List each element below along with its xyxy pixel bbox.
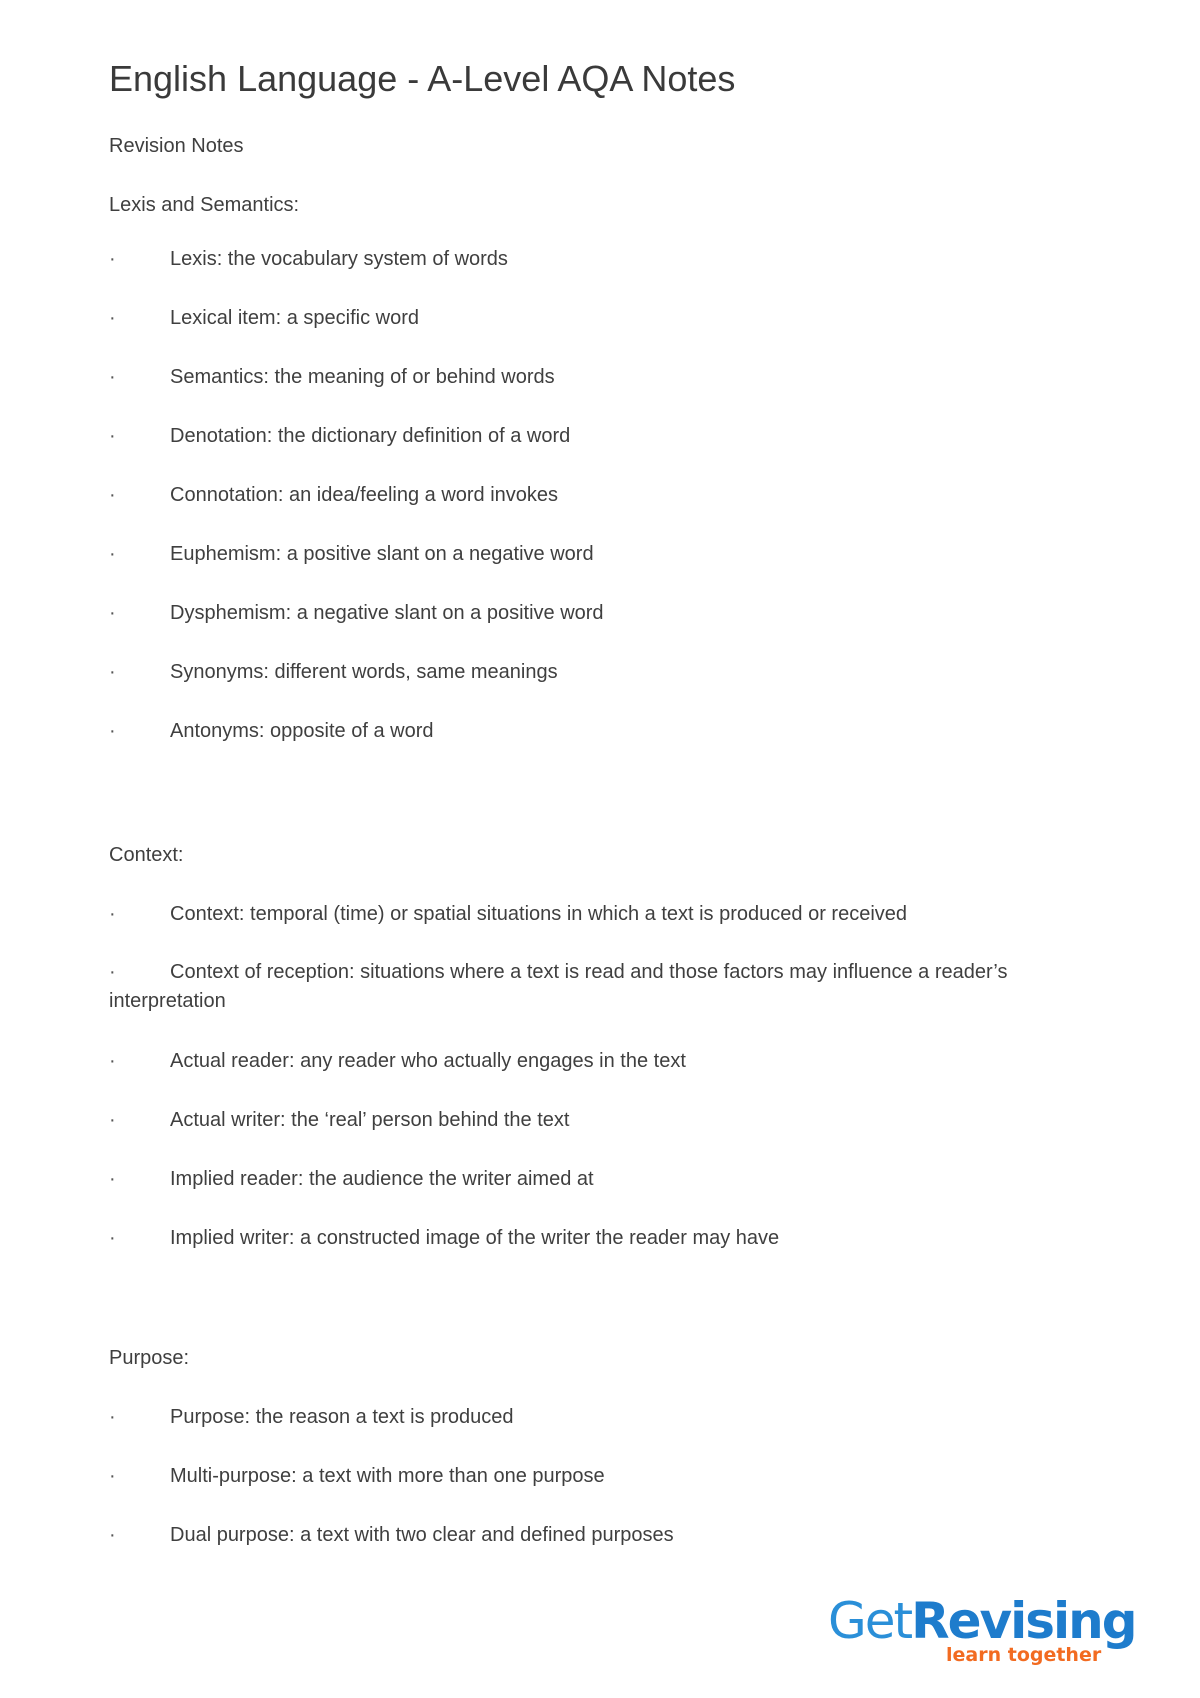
list-item	[109, 958, 1109, 1016]
bullet-icon: ·	[109, 425, 116, 447]
page-title: English Language - A-Level AQA Notes	[109, 58, 736, 99]
list-item-text: Context: temporal (time) or spatial situations in which a text is produced or received	[170, 903, 908, 925]
bullet-icon: ·	[109, 248, 116, 270]
section-heading-context: Context:	[109, 844, 184, 866]
bullet-icon: ·	[109, 1050, 116, 1072]
list-item-text: Denotation: the dictionary definition of a word	[170, 425, 571, 447]
list-item-text: Multi-purpose: a text with more than one purpose	[170, 1465, 605, 1487]
logo-tagline: learn together	[946, 1644, 1102, 1666]
bullet-icon: ·	[109, 661, 116, 683]
list-item-text: Dual purpose: a text with two clear and defined purposes	[170, 1524, 674, 1546]
bullet-icon: ·	[109, 1406, 116, 1428]
bullet-icon: ·	[109, 484, 116, 506]
section-heading-lexis: Lexis and Semantics:	[109, 194, 300, 216]
logo-wordmark	[828, 1592, 1136, 1650]
section-heading-purpose: Purpose:	[109, 1347, 190, 1369]
list-item-text: Euphemism: a positive slant on a negative word	[170, 543, 594, 565]
bullet-icon: ·	[109, 307, 116, 329]
list-item-text: Actual reader: any reader who actually engages in the text	[170, 1050, 686, 1072]
logo-revising: Revising	[911, 1592, 1136, 1650]
bullet-icon: ·	[109, 366, 116, 388]
bullet-icon: ·	[109, 1465, 116, 1487]
list-item-text: Lexis: the vocabulary system of words	[170, 248, 508, 270]
bullet-icon: ·	[109, 720, 116, 742]
list-item-text: Actual writer: the ‘real’ person behind the text	[170, 1109, 570, 1131]
list-item-text: Connotation: an idea/feeling a word invokes	[170, 484, 559, 506]
bullet-icon: ·	[109, 1227, 116, 1249]
subtitle: Revision Notes	[109, 135, 244, 157]
list-item-text: Implied writer: a constructed image of the writer the reader may have	[170, 1227, 780, 1249]
logo-get: Get	[828, 1592, 912, 1650]
bullet-icon: ·	[109, 961, 116, 983]
bullet-icon: ·	[109, 602, 116, 624]
list-item-text: Context of reception: situations where a text is read and those factors may influence a reader’s interpretation	[109, 961, 1008, 1012]
bullet-icon: ·	[109, 543, 116, 565]
list-item-text: Antonyms: opposite of a word	[170, 720, 434, 742]
bullet-icon: ·	[109, 1109, 116, 1131]
list-item-text: Synonyms: different words, same meanings	[170, 661, 558, 683]
list-item-text: Implied reader: the audience the writer aimed at	[170, 1168, 594, 1190]
list-item-text: Purpose: the reason a text is produced	[170, 1406, 514, 1428]
bullet-icon: ·	[109, 1524, 116, 1546]
list-item-text: Semantics: the meaning of or behind words	[170, 366, 555, 388]
getrevising-logo	[828, 1592, 1136, 1672]
bullet-icon: ·	[109, 903, 116, 925]
bullet-icon: ·	[109, 1168, 116, 1190]
list-item-text: Dysphemism: a negative slant on a positive word	[170, 602, 604, 624]
list-item-text: Lexical item: a specific word	[170, 307, 419, 329]
